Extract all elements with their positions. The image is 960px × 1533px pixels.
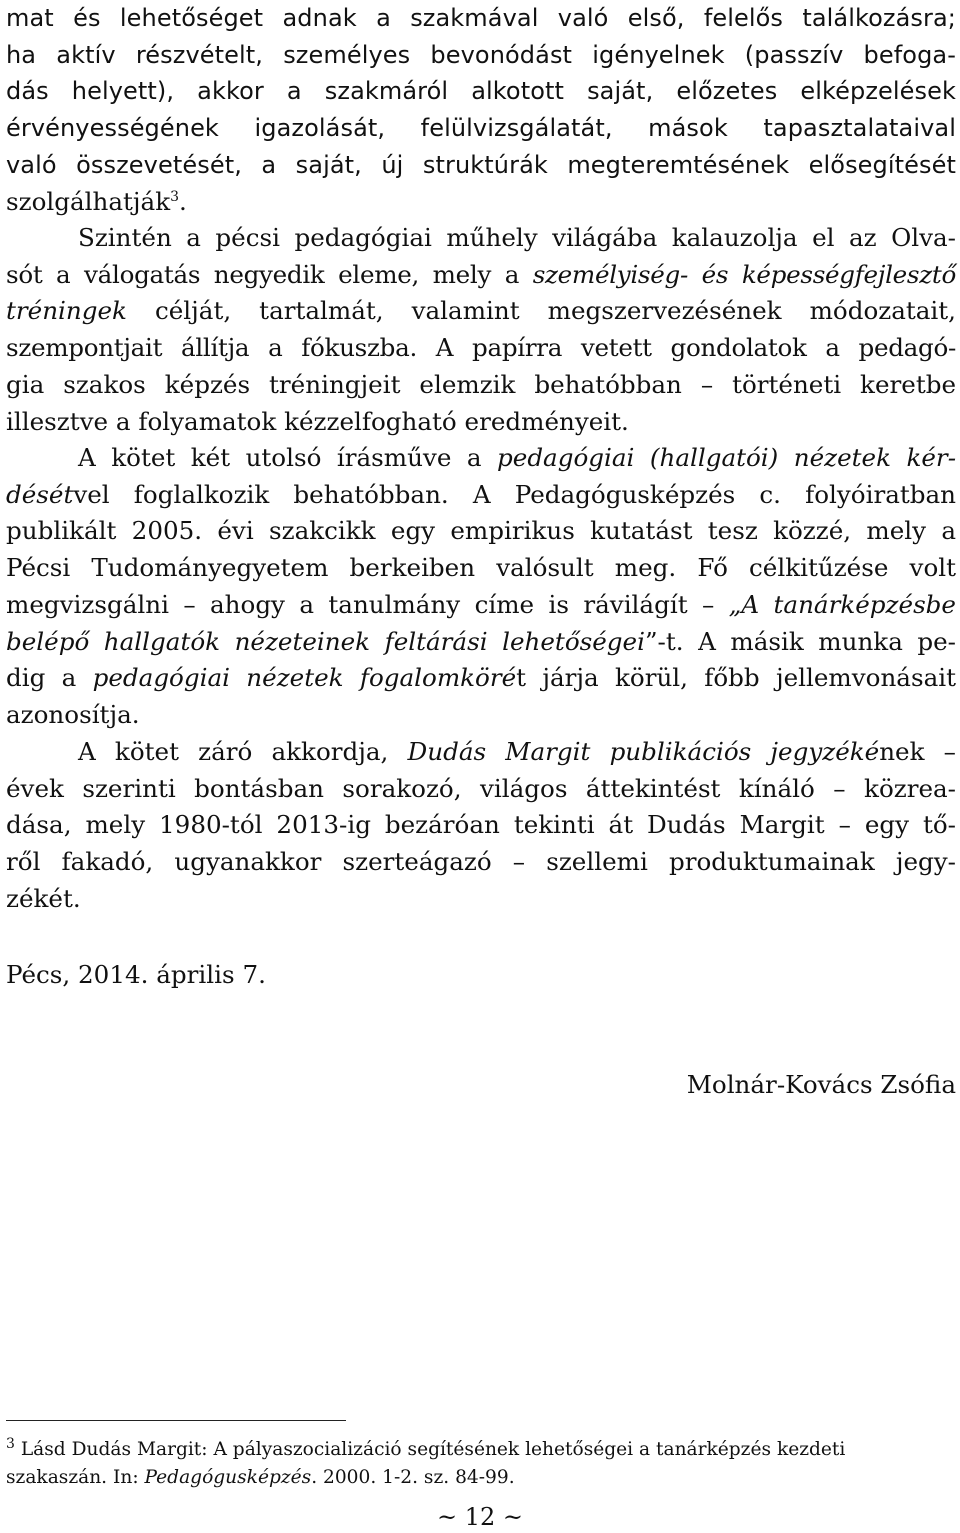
text-span: vel foglalkozik behatóbban. A Pedagógusképzés c. folyóiratban [73,479,956,509]
italic-phrase: tréningek [6,296,127,326]
text-span: szolgálhatják [6,186,171,216]
text-line [6,440,956,477]
text-line: érvényességének igazolását, felülvizsgálatát, mások tapasztalataival [6,114,956,143]
text-line: szempontjait állítja a fókuszba. A papírra vetett gondolatok a pedagó- [6,333,956,363]
text-span: A kötet két utolsó írásműve a [78,443,498,472]
text-line [6,624,956,661]
text-span: ”-t. A másik munka pe- [644,626,956,656]
dateline: Pécs, 2014. április 7. [6,960,266,989]
italic-phrase: Dudás Margit publikációs jegyzéké [407,737,880,766]
italic-phrase: pedagógiai nézetek fogalomköré [92,663,517,693]
text-span: szakaszán. In: [6,1467,145,1488]
text-line [6,257,956,294]
paragraph-2 [6,220,956,440]
text-line: Szintén a pécsi pedagógiai műhely világába kalauzolja el az Olva- [78,223,956,252]
text-line [6,293,956,330]
text-line: gia szakos képzés tréningjeit elemzik behatóbban – történeti keretbe [6,369,956,399]
paragraph-4 [6,734,956,918]
author-signature: Molnár-Kovács Zsófia [686,1070,956,1099]
text-line: évek szerinti bontásban sorakozó, világos áttekintést kínáló – közrea- [6,773,956,803]
footnote [6,1436,956,1492]
text-line: zékét. [6,883,81,913]
text-line [6,477,956,514]
text-line: Pécsi Tudományegyetem berkeiben valósult meg. Fő célkitűzése volt [6,553,956,583]
italic-phrase: pedagógiai (hallgatói) nézetek kér- [497,443,956,472]
italic-phrase: belépő hallgatók nézeteinek feltárási lehetőségei [6,626,645,656]
text-line: ről fakadó, ugyanakkor szerteágazó – szellemi produktumainak jegy- [6,847,956,877]
text-span: . [179,186,187,216]
text-line: illesztve a folyamatok kézzelfogható eredményeit. [6,406,629,436]
italic-phrase: dését [6,479,74,509]
text-line: mat és lehetőséget adnak a szakmával való első, felelős találkozásra; [6,4,956,32]
body-text [6,0,956,913]
text-span: megvizsgálni – ahogy a tanulmány címe is rávilágít – [6,589,729,619]
text-span: célját, tartalmát, valamint megszervezésének módozatait, [126,296,956,326]
footnote-divider [6,1420,346,1421]
footnote-number: 3 [6,1435,15,1452]
italic-phrase: személyiség- és képességfejlesztő [532,259,956,289]
footnote-line [6,1464,956,1492]
text-span: Lásd Dudás Margit: A pályaszocializáció segítésének lehetőségei a tanárképzés kezdeti [14,1439,846,1460]
paragraph-3 [6,440,956,734]
italic-phrase: Pedagógusképzés [144,1467,312,1488]
text-span: dig a [6,663,93,693]
paragraph-1 [6,0,956,220]
text-line: ha aktív részvételt, személyes bevonódást igényelnek (passzív befoga- [6,40,956,69]
text-line [6,660,956,697]
footnote-reference: 3 [170,188,180,205]
text-line [6,734,956,771]
text-line [6,587,956,624]
document-page [6,0,956,913]
text-line: való összevetését, a saját, új struktúrák megteremtésének elősegítését [6,150,956,179]
text-line [6,184,956,221]
text-span: A kötet záró akkordja, [78,737,408,766]
text-span: nek – [879,737,956,766]
text-line: publikált 2005. évi szakcikk egy empirikus kutatást tesz közzé, mely a [6,516,956,546]
italic-phrase: „A tanárképzésbe [728,589,956,619]
text-line: azonosítja. [6,699,140,729]
text-span: sót a válogatás negyedik eleme, mely a [6,259,533,289]
text-span: t járja körül, főbb jellemvonásait [516,663,956,693]
text-line: dás helyett), akkor a szakmáról alkotott saját, előzetes elképzelések [6,77,956,106]
footnote-line [6,1436,956,1464]
text-span: . 2000. 1-2. sz. 84-99. [311,1467,515,1488]
page-number: ~ 12 ~ [436,1503,523,1531]
text-line: dása, mely 1980-tól 2013-ig bezáróan tekinti át Dudás Margit – egy tő- [6,810,956,840]
